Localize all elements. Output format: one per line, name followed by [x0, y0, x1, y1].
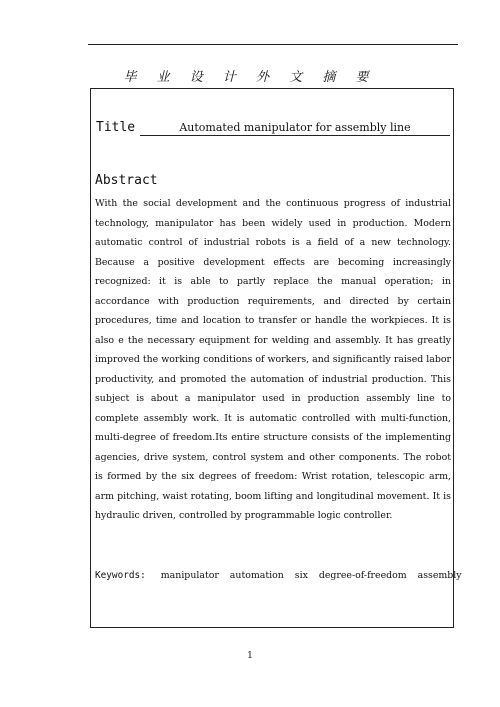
title-row — [96, 120, 452, 136]
header-rule — [88, 44, 458, 45]
keywords-row — [95, 570, 462, 581]
abstract-label: Abstract — [95, 173, 158, 188]
keywords-label: Keywords: — [95, 570, 146, 581]
title-value: Automated manipulator for assembly line — [140, 120, 450, 136]
page-number: 1 — [247, 651, 253, 661]
page-heading: 毕 业 设 计 外 文 摘 要 — [123, 70, 377, 85]
title-label: Title — [96, 120, 136, 135]
keywords-value: manipulator automation six degree-of-freedom assembly — [160, 570, 462, 581]
abstract-text: With the social development and the continuous progress of industrial technology, manipulator has been widely used in production. Modern automatic control of industrial robots is a field of a new technology. Because a positive development effects are becoming increasingly recognized: it is able to partly replace the manual operation; in accordance with production requirements, and directed by certain procedures, time and location to transfer or handle the workpieces. It is also e the necessary equipment for welding and assembly. It has greatly improved the working conditions of workers, and significantly raised labor productivity, and promoted the automation of industrial production. This subject is about a manipulator used in production assembly line to complete assembly work. It is automatic controlled with multi-function, multi-degree of freedom.Its entire structure consists of the implementing agencies, drive system, control system and other components. The robot is formed by the six degrees of freedom: Wrist rotation, telescopic arm, arm pitching, waist rotating, boom lifting and longitudinal movement. It is hydraulic driven, controlled by programmable logic controller. — [95, 198, 451, 521]
